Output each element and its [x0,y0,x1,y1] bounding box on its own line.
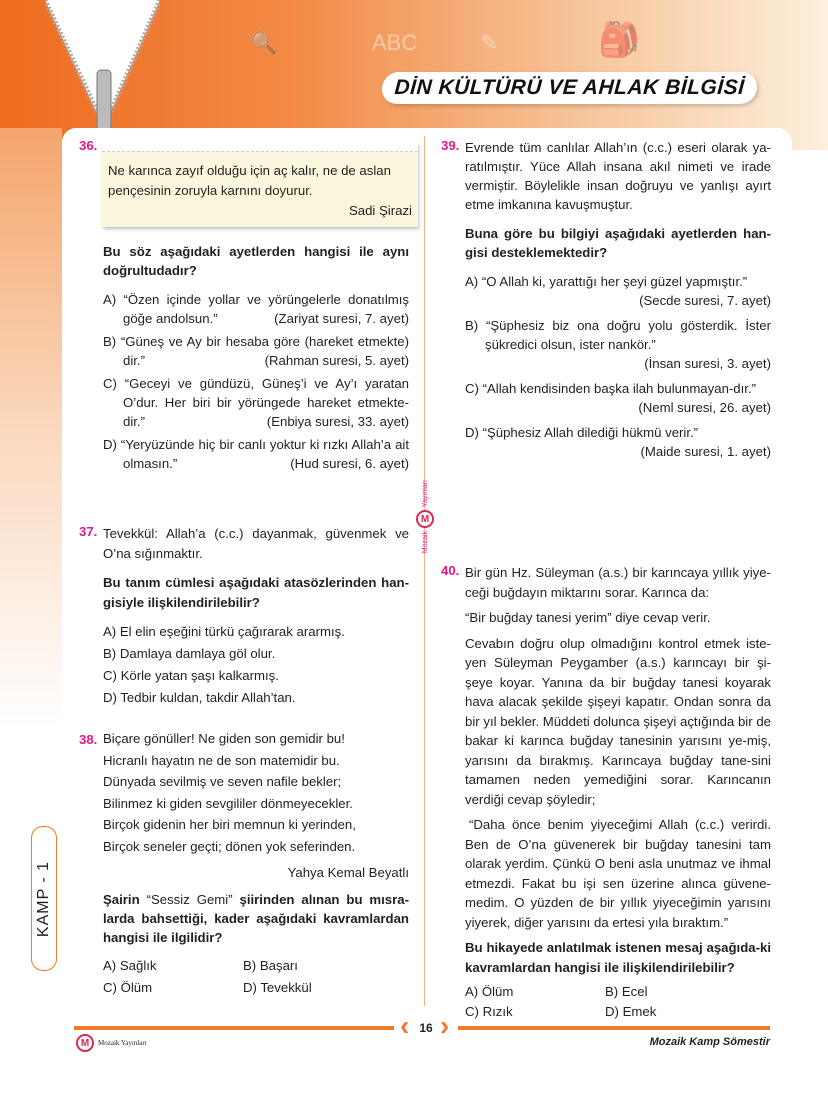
option-b[interactable]: B) Başarı [243,958,298,973]
subject-title: DİN KÜLTÜRÜ VE AHLAK BİLGİSİ [381,72,758,104]
option-source: (İnsan suresi, 3. ayet) [644,356,771,371]
question-number: 36. [79,138,98,153]
footer-line [458,1026,770,1030]
option-text: A) “O Allah ki, yarattığı her şeyi güzel yapmıştır.” [465,274,748,289]
option-d[interactable]: D) Tevekkül [243,980,312,995]
option-a[interactable]: A) El elin eşeğini türkü çağırarak ararmış. [103,624,345,639]
option-a[interactable] [465,272,771,310]
option-source: (Zariyat suresi, 7. ayet) [274,311,409,326]
option-c[interactable] [103,374,409,431]
option-a[interactable]: A) Ölüm [465,984,514,999]
option-source: (Hud suresi, 6. ayet) [290,456,409,471]
option-d[interactable] [103,435,409,473]
question-number: 37. [79,524,98,539]
series-name: Mozaik Kamp Sömestir [649,1036,770,1048]
story-paragraph: Cevabın doğru olup olmadığını kontrol etmek iste-yen Süleyman Peygamber (a.s.) karıncayı bir şi-şeye koyar. Yanına da bir buğday tanesi koyarak hava alacak şekilde şişeyi kapatır. Ondan sonra da bir yıl bekler. Müddeti dolunca şişeyi açtığında bir de bakar ki karınca buğday tanesinin yarısını ye-miş, yarısını da bırakmış. Karıncaya buğday tane-sini tamamen neden yemediğini sorar. Karıncanın verdiği cevap şöyledir; [465,635,771,807]
chevron-right-icon: › [440,1010,450,1041]
footer-line [74,1026,394,1030]
question-number: 39. [441,138,460,153]
option-a[interactable]: A) Sağlık [103,958,157,973]
kamp-text: KAMP - 1 [35,860,53,937]
question-prompt: Bu tanım cümlesi aşağıdaki atasözlerinden han-gisiyle ilişkilendirilebilir? [103,575,409,610]
question-39 [465,138,771,465]
option-d[interactable] [465,423,771,461]
question-36 [103,242,409,477]
publisher-text: Yayınları [421,480,429,508]
option-c[interactable]: C) Körle yatan şaşı kalkarmış. [103,668,279,683]
question-number: 40. [441,563,460,578]
option-text: B) “Şüphesiz biz ona doğru yolu gösterdik. İster şükredici olsun, ister nankör.” [465,318,771,352]
publisher-logo: M [76,1034,94,1052]
option-b[interactable] [465,316,771,373]
poem-line: Bilinmez ki giden sevgililer dönmeyecekler. [103,795,353,811]
prompt-part: şiirinden alınan bu mısra-larda bahsettiği, kader aşağıdaki kavramlardan hangisi ile ilgilidir? [103,892,409,945]
publisher-logo: M [416,510,434,528]
poem-line: Hicranlı hayatın ne de son matemidir bu. [103,752,340,768]
question-40 [465,563,771,1021]
story-paragraph: “Bir buğday tanesi yerim” diye cevap verir. [465,610,711,625]
option-text: A) “Özen içinde yollar ve yörüngelerle donatılmış göğe andolsun.” [103,292,409,326]
question-prompt: Bu hikayede anlatılmak istenen mesaj aşağıda-ki kavramlardan hangisi ile ilişkilendirilebilir? [465,940,771,975]
option-b[interactable] [103,332,409,370]
magnifier-icon: 🔍 [250,30,278,55]
option-a[interactable] [103,290,409,328]
option-source: (Secde suresi, 7. ayet) [639,293,771,308]
option-text: C) “Allah kendisinden başka ilah bulunmayan-dır.” [465,381,757,396]
publisher-text: Mozaik [421,531,429,554]
question-37 [103,524,409,709]
option-d[interactable]: D) Emek [605,1003,657,1019]
option-c[interactable] [465,379,771,417]
quote-author: Sadi Şirazi [348,203,412,218]
abc-decoration: ABC [372,30,418,55]
option-text: D) “Şüphesiz Allah dilediği hükmü verir.” [465,425,699,440]
poem-line: Biçare gönüller! Ne giden son gemidir bu! [103,731,345,746]
story-paragraph: Bir gün Hz. Süleyman (a.s.) bir karıncaya yıllık yiye-ceği buğdayın miktarını sorar. Karınca da: [465,565,771,600]
option-text: B) “Güneş ve Ay bir hesaba göre (hareket etmekte) dir.” [103,334,409,368]
option-c[interactable]: C) Ölüm [103,980,153,995]
publisher-vertical-mark [412,480,438,590]
question-number: 38. [79,732,98,747]
poem-line: Birçok seneler geçti; dönen yok seferinden. [103,838,356,854]
poem-line: Dünyada sevilmiş ve seven nafile bekler; [103,774,342,789]
pencil-icon: ✎ [480,30,499,55]
question-prompt [103,890,409,947]
publisher-name: Mozaik Yayınları [98,1039,147,1047]
quote-box [102,143,418,227]
option-source: (Neml suresi, 26. ayet) [638,400,771,415]
option-d[interactable]: D) Tedbir kuldan, takdir Allah’tan. [103,690,296,705]
question-prompt: Buna göre bu bilgiyi aşağıdaki ayetlerden han-gisi desteklemektedir? [465,226,771,260]
option-source: (Rahman suresi, 5. ayet) [264,353,409,368]
prompt-part: Şairin [103,892,140,907]
page-number: 16 [419,1021,433,1035]
question-stem: Tevekkül: Allah’a (c.c.) dayanmak, güvenmek ve O’na sığınmaktır. [103,526,409,561]
option-source: (Enbiya suresi, 33. ayet) [266,414,409,429]
option-text: C) “Geceyi ve gündüzü, Güneş’i ve Ay’ı yaratan O’dur. Her biri bir yörüngede hareket etmekte-dir.” [103,376,409,429]
kamp-label [31,826,57,971]
quote-text: Ne karınca zayıf olduğu için aç kalır, ne de aslan pençesinin zoruyla karnını doyurur. [108,163,391,198]
option-source: (Maide suresi, 1. ayet) [640,444,771,459]
option-text: D) “Yeryüzünde hiç bir canlı yoktur ki rızkı Allah’a ait olmasın.” [103,437,409,471]
poem-title: “Sessiz Gemi” [146,892,233,907]
question-prompt: Bu söz aşağıdaki ayetlerden hangisi ile aynı doğrultudadır? [103,244,409,278]
chevron-left-icon: ‹ [400,1010,410,1041]
question-stem: Evrende tüm canlılar Allah’ın (c.c.) eseri olarak ya-ratılmıştır. Yüce Allah insana akıl nimeti ve irade vermiştir. Böylelikle insan doğruyu ve yanlışı ayırt etme imkanına kavuşmuştur. [465,140,771,212]
poem-author: Yahya Kemal Beyatlı [287,865,409,880]
footer-publisher [76,1034,147,1052]
question-38 [103,728,409,999]
option-c[interactable]: C) Rızık [465,1003,513,1019]
story-paragraph: “Daha önce benim yiyeceğimi Allah (c.c.) verirdi. Ben de O’na güvenerek bir buğday tanesini tam olarak yerdim. Çünkü O beni asla unutmaz ve ihmal etmezdi. Fakat bu işi sen üzerine alınca güvene-medim. O yüzden de bir yıllık yiyeceğimin yarısını yiyerek, diğer yarısını da ertesi yıla bıraktım.” [465,817,771,930]
option-b[interactable]: B) Ecel [605,984,648,999]
option-b[interactable]: B) Damlaya damlaya göl olur. [103,646,276,661]
bag-icon: 🎒 [598,21,641,59]
poem-line: Birçok gidenin her biri memnun ki yerinden, [103,817,356,832]
left-strip [0,128,62,728]
